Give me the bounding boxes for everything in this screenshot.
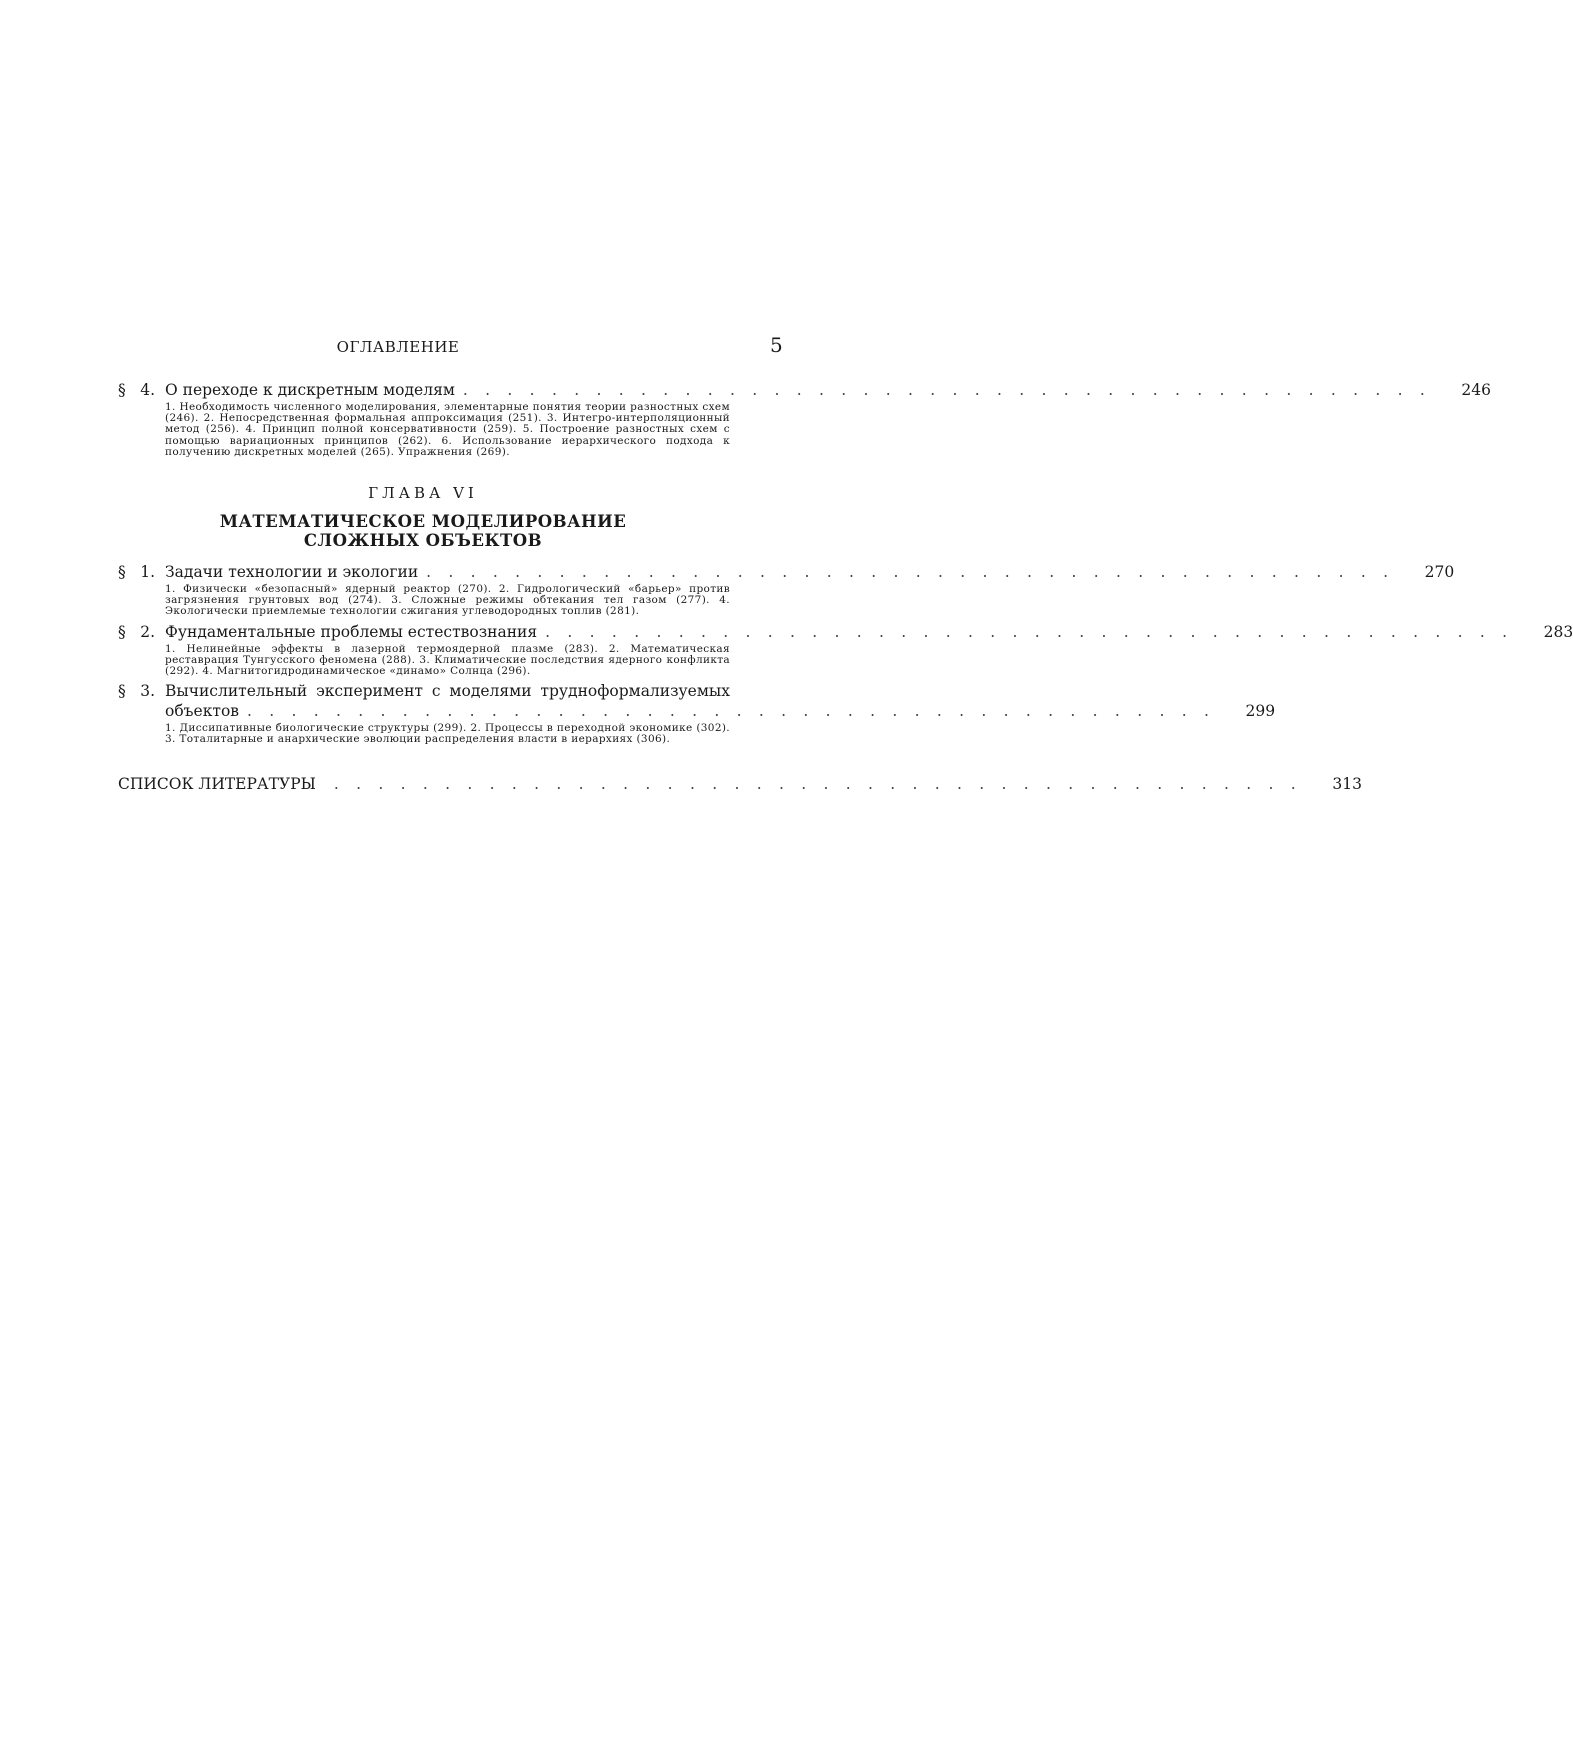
subsection-list: 1. Нелинейные эффекты в лазерной термоядерной плазме (283). 2. Математическая реставрация Тунгусского феномена (288). 3. Климатические последствия ядерного конфликта (292). 4. Магнитогидродинамическое «динамо» Солнца (296).: [165, 642, 730, 678]
toc-entry-section-4: [118, 380, 1491, 458]
table-of-contents: [118, 380, 1573, 798]
toc-entry-section-2: [118, 622, 1573, 678]
dot-leader: . . . . . . . . . . . . . . . . . . . . . . . . . . . . . . . . . . . . . . . . . . . .: [426, 563, 1395, 582]
section-number: 3.: [140, 682, 155, 701]
subsection-list: 1. Диссипативные биологические структуры (299). 2. Процессы в переходной экономике (302). 3. Тоталитарные и анархические эволюции распределения власти в иерархиях (306).: [165, 722, 730, 746]
section-number: 1.: [140, 563, 155, 582]
page-ref[interactable]: 299: [1245, 702, 1276, 721]
running-title: ОГЛАВЛЕНИЕ: [336, 338, 460, 356]
chapter-label: ГЛАВА VI: [368, 484, 478, 503]
section-sign: §: [118, 622, 126, 641]
dot-leader: . . . . . . . . . . . . . . . . . . . . . . . . . . . . . . . . . . . . . . . . . . . .: [247, 702, 1216, 721]
section-sign: §: [118, 381, 126, 399]
page-ref[interactable]: 283: [1543, 622, 1573, 641]
bibliography-title[interactable]: СПИСОК ЛИТЕРАТУРЫ: [118, 774, 316, 793]
toc-entry-bibliography: [118, 774, 1362, 794]
subsection-list: 1. Необходимость численного моделирования, элементарные понятия теории разностных схем (246). 2. Непосредственная формальная аппроксимация (251). 3. Интегро-интерполяционный метод (256). 4. Принцип полной консервативности (259). 5. Построение разностных схем с помощью вариационных принципов (262). 6. Использование иерархического подхода к получению дискретных моделей (265). Упражнения (269).: [165, 401, 730, 458]
dot-leader: . . . . . . . . . . . . . . . . . . . . . . . . . . . . . . . . . . . . . . . . . . . .: [333, 774, 1302, 793]
page-ref[interactable]: 313: [1332, 774, 1362, 793]
section-sign: §: [118, 682, 126, 701]
chapter-title: [118, 512, 728, 550]
toc-entry-section-3: [118, 681, 1276, 746]
section-title-line-2[interactable]: объектов: [165, 702, 240, 721]
page-ref[interactable]: 270: [1424, 563, 1455, 582]
subsection-list: 1. Физически «безопасный» ядерный реактор (270). 2. Гидрологический «барьер» против загрязнения грунтовых вод (274). 3. Сложные режимы обтекания тел газом (277). 4. Экологически приемлемые технологии сжигания углеводородных топлив (281).: [165, 583, 730, 618]
dot-leader: . . . . . . . . . . . . . . . . . . . . . . . . . . . . . . . . . . . . . . . . . . . .: [545, 622, 1514, 641]
page-number: 5: [770, 333, 783, 357]
section-number: 4.: [140, 381, 155, 399]
toc-entry-section-1: [118, 562, 1455, 618]
chapter-title-line-1: МАТЕМАТИЧЕСКОЕ МОДЕЛИРОВАНИЕ: [219, 512, 627, 532]
chapter-title-line-2: СЛОЖНЫХ ОБЪЕКТОВ: [303, 531, 543, 551]
section-number: 2.: [140, 622, 155, 641]
section-sign: §: [118, 563, 126, 582]
page-ref[interactable]: 246: [1461, 381, 1491, 399]
section-title-line-1[interactable]: Вычислительный эксперимент с моделями трудноформализуемых: [165, 682, 730, 701]
section-title[interactable]: Фундаментальные проблемы естествознания: [165, 622, 538, 641]
section-title[interactable]: Задачи технологии и экологии: [165, 563, 419, 582]
dot-leader: . . . . . . . . . . . . . . . . . . . . . . . . . . . . . . . . . . . . . . . . . . . .: [462, 381, 1431, 399]
section-title[interactable]: О переходе к дискретным моделям: [165, 381, 455, 399]
